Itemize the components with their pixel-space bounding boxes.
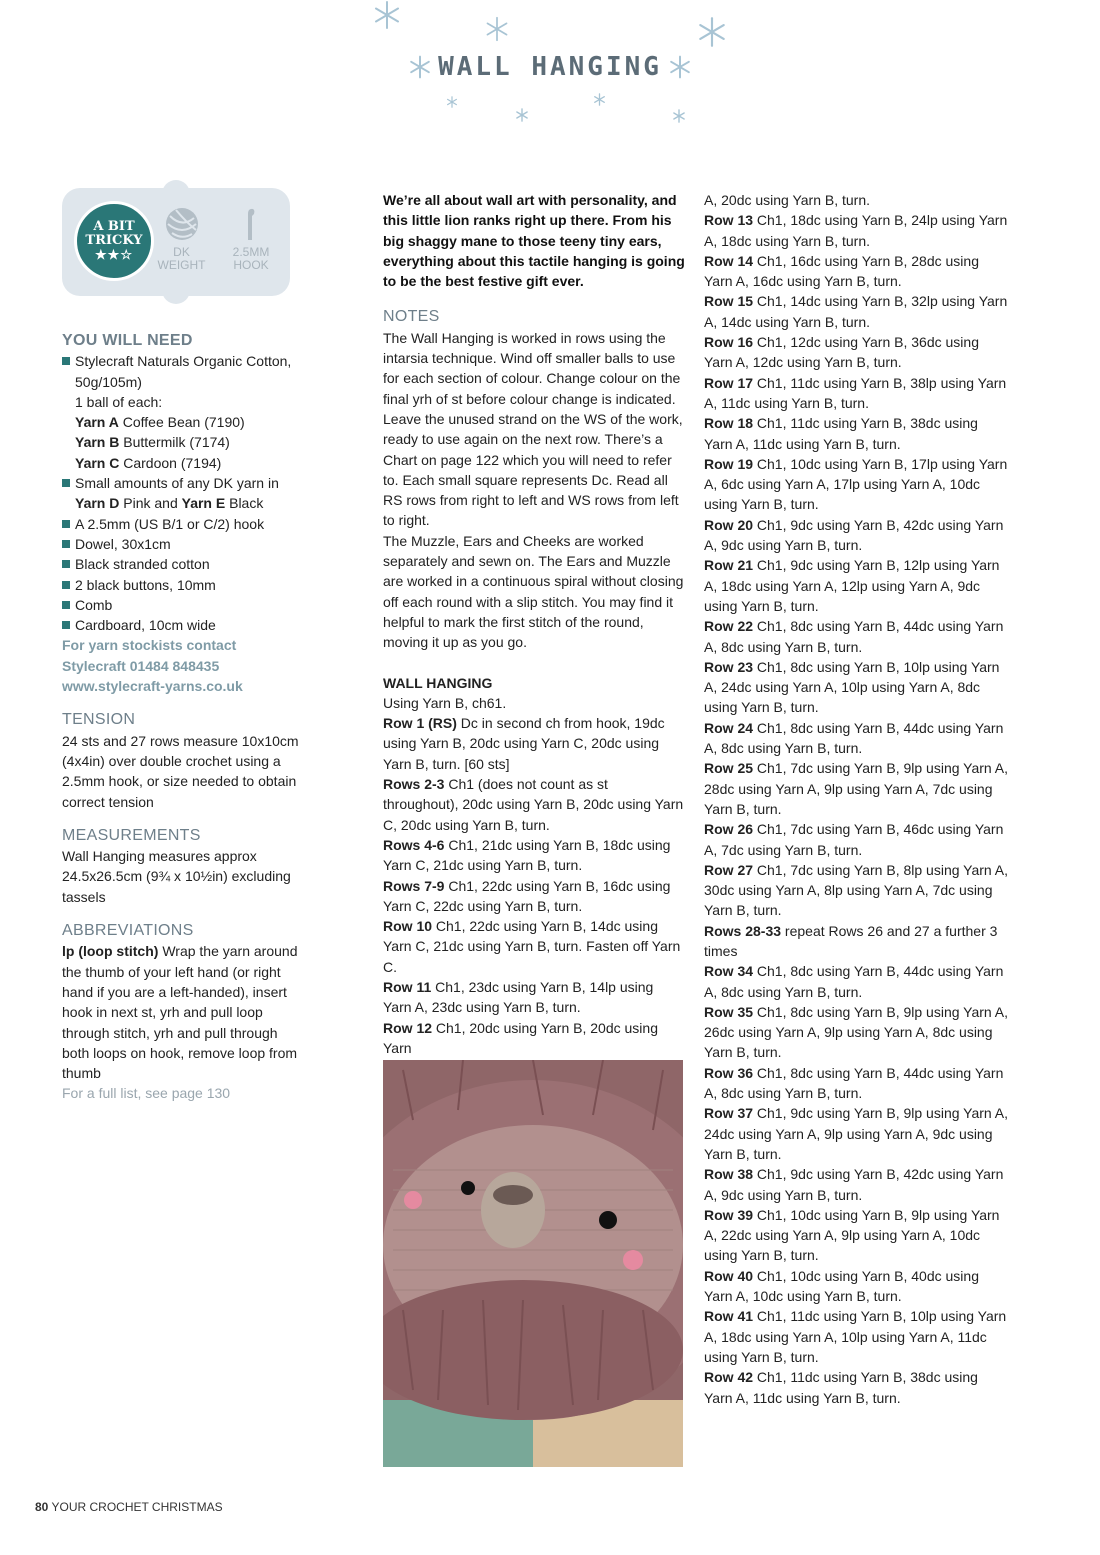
row-label: Row 25 — [704, 760, 754, 777]
page-number: 80 — [35, 1500, 49, 1514]
row-label: Row 16 — [704, 334, 754, 351]
row-label: Row 37 — [704, 1105, 754, 1122]
row-instruction — [704, 1164, 1009, 1205]
row-text: Ch1, 7dc using Yarn B, 8lp using Yarn A, 30dc using Yarn A, 8lp using Yarn A, 7dc using Yarn B, turn. — [704, 861, 1009, 919]
row-continuation: A, 20dc using Yarn B, turn. — [704, 192, 871, 208]
row-instruction — [704, 1002, 1009, 1063]
difficulty-line2: TRICKY — [85, 233, 143, 248]
row-instruction — [704, 210, 1009, 251]
materials-text: Cardboard, 10cm wide — [75, 617, 216, 634]
row-label: Row 27 — [704, 861, 754, 878]
row-text: Ch1, 22dc using Yarn B, 16dc using Yarn C, 22dc using Yarn B, turn. — [383, 877, 671, 914]
row-text: Ch1, 8dc using Yarn B, 44dc using Yarn A, 8dc using Yarn B, turn. — [704, 719, 1004, 757]
row-instruction — [704, 961, 1009, 1002]
row-label: Row 40 — [704, 1267, 754, 1284]
row-text: Ch1, 11dc using Yarn B, 38dc using Yarn A, 11dc using Yarn B, turn. — [704, 1369, 978, 1406]
row-text: Ch1, 12dc using Yarn B, 36dc using Yarn A, 12dc using Yarn B, turn. — [704, 334, 979, 371]
snowflake-icon — [446, 96, 458, 108]
row-label: Row 1 (RS) — [383, 715, 457, 732]
yarn-a-label: Yarn A — [75, 414, 119, 431]
row-instruction — [704, 251, 1009, 292]
title-bar — [0, 52, 1100, 82]
row-instruction — [704, 373, 1009, 414]
row-text: Ch1, 7dc using Yarn B, 9lp using Yarn A, 28dc using Yarn A, 9lp using Yarn A, 7dc using Yarn B, turn. — [704, 760, 1009, 817]
materials-item — [62, 575, 307, 595]
row-label: Row 20 — [704, 516, 754, 533]
yarn-weight-info — [154, 206, 209, 272]
row-text: Ch1, 9dc using Yarn B, 42dc using Yarn A, 9dc using Yarn B, turn. — [704, 516, 1004, 554]
you-will-need-heading: YOU WILL NEED — [62, 332, 193, 349]
row-text: Ch1, 8dc using Yarn B, 9lp using Yarn A, 26dc using Yarn A, 9lp using Yarn A, 8dc using Yarn B, turn. — [704, 1003, 1009, 1061]
row-instruction — [383, 876, 685, 917]
row-instruction — [383, 713, 685, 774]
row-label: Row 10 — [383, 918, 433, 935]
row-instruction — [383, 835, 685, 876]
row-label: Row 41 — [704, 1308, 754, 1325]
row-label: Row 24 — [704, 719, 754, 736]
row-text: repeat Rows 26 and 27 a further 3 times — [704, 922, 998, 959]
row-text: Ch1, 11dc using Yarn B, 10lp using Yarn A, 18dc using Yarn A, 10lp using Yarn A, 11dc using Yarn B, turn. — [704, 1308, 1007, 1365]
yarn-d-label: Yarn D — [75, 495, 120, 512]
difficulty-badge — [74, 201, 154, 281]
row-instruction — [704, 718, 1009, 759]
row-label: Rows 28-33 — [704, 922, 782, 939]
row-instruction — [704, 1266, 1009, 1307]
row-instruction — [383, 774, 685, 835]
row-instruction — [704, 758, 1009, 819]
materials-text: Black stranded cotton — [75, 556, 210, 573]
page-title: WALL HANGING — [438, 52, 662, 82]
yarn-e-label: Yarn E — [181, 495, 226, 512]
publication-name: YOUR CROCHET CHRISTMAS — [48, 1500, 223, 1514]
row-instruction — [704, 515, 1009, 556]
yarn-d-text: Pink and — [119, 495, 182, 512]
row-instruction — [704, 291, 1009, 332]
row-instruction — [704, 1306, 1009, 1367]
row-label: Rows 7-9 — [383, 877, 445, 894]
snowflake-icon — [668, 55, 692, 79]
column-materials — [62, 331, 307, 1104]
abbreviation-term: lp (loop stitch) — [62, 943, 159, 960]
pattern-info-card — [62, 188, 290, 296]
materials-item — [62, 351, 307, 392]
snowflake-icon — [372, 0, 402, 30]
row-instruction — [704, 413, 1009, 454]
weight-line1: DK — [173, 245, 190, 259]
wall-hanging-heading: WALL HANGING — [383, 674, 493, 691]
measurements-heading: MEASUREMENTS — [62, 826, 201, 844]
stockist-line: For yarn stockists contact — [62, 637, 237, 654]
hook-line1: 2.5MM — [232, 245, 270, 259]
row-instruction — [704, 454, 1009, 515]
hook-size-info — [222, 206, 280, 272]
full-list-link: For a full list, see page 130 — [62, 1085, 231, 1102]
row-text: Ch1, 10dc using Yarn B, 9lp using Yarn A, 22dc using Yarn A, 9lp using Yarn A, 10dc using Yarn B, turn. — [704, 1206, 1000, 1264]
yarn-c — [62, 453, 307, 473]
row-text: Ch1, 10dc using Yarn B, 40dc using Yarn A, 10dc using Yarn B, turn. — [704, 1267, 979, 1305]
column-instructions — [383, 190, 685, 1058]
row-instruction — [704, 657, 1009, 718]
row-label: Row 15 — [704, 293, 754, 310]
row-text: Ch1 (does not count as st throughout), 20dc using Yarn B, 20dc using Yarn C, 20dc using Yarn B, turn. — [383, 776, 684, 833]
notes-heading: NOTES — [383, 308, 440, 326]
row-text: Ch1, 8dc using Yarn B, 44dc using Yarn A, 8dc using Yarn B, turn. — [704, 618, 1004, 655]
row-label: Row 39 — [704, 1206, 754, 1223]
difficulty-stars: ★★☆ — [95, 248, 133, 263]
row-text: Ch1, 8dc using Yarn B, 44dc using Yarn A, 8dc using Yarn B, turn. — [704, 1064, 1004, 1102]
row-text: Ch1, 11dc using Yarn B, 38lp using Yarn A, 11dc using Yarn B, turn. — [704, 374, 1007, 411]
intro-text: We’re all about wall art with personality, and this little lion ranks right up there. From his big shaggy mane to those teeny tiny ears, everything about this tactile hanging is going to be the best festive gift ever. — [383, 192, 685, 290]
yarn-b-text: Buttermilk (7174) — [119, 434, 230, 451]
row-label: Row 18 — [704, 415, 754, 432]
tension-text: 24 sts and 27 rows measure 10x10cm (4x4in) over double crochet using a 2.5mm hook, or size needed to obtain correct tension — [62, 732, 299, 810]
snowflake-icon — [672, 109, 686, 123]
row-text: Ch1, 7dc using Yarn B, 46dc using Yarn A, 7dc using Yarn B, turn. — [704, 821, 1004, 858]
row-text: Ch1, 20dc using Yarn B, 20dc using Yarn — [383, 1019, 658, 1056]
yarn-e-text: Black — [225, 495, 264, 512]
stockist-website[interactable]: www.stylecraft-yarns.co.uk — [62, 678, 243, 695]
yarn-c-label: Yarn C — [75, 454, 120, 471]
row-label: Row 22 — [704, 618, 754, 635]
row-instruction — [383, 977, 685, 1018]
snowflake-icon — [696, 16, 728, 48]
materials-item — [62, 595, 307, 615]
stockist-phone: Stylecraft 01484 848435 — [62, 657, 220, 674]
row-instruction — [704, 860, 1009, 921]
materials-sub: 1 ball of each: — [75, 393, 163, 410]
notes-paragraph: The Wall Hanging is worked in rows using the intarsia technique. Wind off smaller balls to use for each section of colour. Change colour on the final yrh of st before colour change is indicated. Leave the unused strand on the WS of the work, ready to use again on the next row. There’s a Chart on page 122 which you will need to refer to. Each small square represents Dc. Read all RS rows from right to left and WS rows from left to right. — [383, 329, 683, 529]
row-label: Row 34 — [704, 963, 754, 980]
row-text: Ch1, 8dc using Yarn B, 10lp using Yarn A, 24dc using Yarn A, 10lp using Yarn A, 8dc using Yarn B, turn. — [704, 658, 1000, 716]
page-footer — [35, 1500, 223, 1514]
lion-wall-hanging-photo — [383, 1060, 683, 1467]
crochet-hook-icon — [233, 206, 269, 242]
row-instruction — [704, 921, 1009, 962]
row-instruction — [704, 1205, 1009, 1266]
materials-item — [62, 473, 307, 493]
start-instruction: Using Yarn B, ch61. — [383, 694, 507, 711]
row-text: Ch1, 14dc using Yarn B, 32lp using Yarn A, 14dc using Yarn B, turn. — [704, 293, 1008, 330]
abbreviation-entry — [62, 941, 307, 1083]
snowflake-icon — [593, 93, 606, 106]
row-text: Ch1, 11dc using Yarn B, 38dc using Yarn A, 11dc using Yarn B, turn. — [704, 415, 978, 452]
row-label: Rows 4-6 — [383, 836, 445, 853]
row-text: Ch1, 16dc using Yarn B, 28dc using Yarn A, 16dc using Yarn B, turn. — [704, 252, 979, 290]
yarn-b-label: Yarn B — [75, 434, 120, 451]
tension-heading: TENSION — [62, 711, 136, 729]
materials-text: Small amounts of any DK yarn in — [75, 475, 279, 492]
row-instruction — [383, 1018, 685, 1059]
row-text: Ch1, 10dc using Yarn B, 17lp using Yarn A, 6dc using Yarn A, 17lp using Yarn A, 10dc using Yarn B, turn. — [704, 455, 1008, 513]
row-label: Row 35 — [704, 1003, 754, 1020]
hook-line2: HOOK — [233, 258, 269, 272]
materials-item — [62, 534, 307, 554]
row-instruction — [704, 1063, 1009, 1104]
yarn-c-text: Cardoon (7194) — [119, 454, 222, 471]
row-label: Row 38 — [704, 1166, 754, 1183]
materials-item — [62, 554, 307, 574]
row-label: Row 23 — [704, 658, 754, 675]
materials-text: 2 black buttons, 10mm — [75, 576, 216, 593]
row-label: Row 14 — [704, 252, 754, 269]
difficulty-line1: A BIT — [93, 219, 135, 234]
row-label: Row 19 — [704, 455, 754, 472]
yarn-ball-icon — [164, 206, 200, 242]
snowflake-icon — [408, 55, 432, 79]
yarn-d-e — [62, 493, 307, 513]
column-instructions-continued — [704, 190, 1009, 1408]
row-text: Dc in second ch from hook, 19dc using Yarn B, 20dc using Yarn C, 20dc using Yarn B, turn. [60 sts] — [383, 715, 665, 772]
abbreviations-heading: ABBREVIATIONS — [62, 922, 194, 940]
notes-paragraph: The Muzzle, Ears and Cheeks are worked separately and sewn on. The Ears and Muzzle are worked in a continuous spiral without closing off each round with a slip stitch. You may find it helpful to mark the first stitch of the round, moving it up as you go. — [383, 532, 684, 651]
snowflake-icon — [515, 108, 529, 122]
row-text: Ch1, 9dc using Yarn B, 12lp using Yarn A, 18dc using Yarn A, 12lp using Yarn A, 9dc using Yarn B, turn. — [704, 557, 1000, 614]
row-label: Row 36 — [704, 1064, 754, 1081]
row-instruction — [704, 616, 1009, 657]
row-text: Ch1, 9dc using Yarn B, 9lp using Yarn A, 24dc using Yarn A, 9lp using Yarn A, 9dc using Yarn B, turn. — [704, 1105, 1009, 1162]
row-text: Ch1, 8dc using Yarn B, 44dc using Yarn A, 8dc using Yarn B, turn. — [704, 963, 1004, 1000]
row-instruction — [383, 916, 685, 977]
row-label: Row 21 — [704, 557, 754, 574]
row-instruction — [704, 1367, 1009, 1408]
row-label: Row 42 — [704, 1369, 754, 1386]
materials-text: Comb — [75, 596, 113, 613]
row-text: Ch1, 21dc using Yarn B, 18dc using Yarn C, 21dc using Yarn B, turn. — [383, 836, 671, 874]
row-label: Rows 2-3 — [383, 776, 445, 793]
abbreviation-text: Wrap the yarn around the thumb of your left hand (or right hand if you are a left-handed), insert hook in next st, yrh and pull loop through stitch, yrh and pull through both loops on hook, remove loop from thumb — [62, 943, 298, 1082]
row-label: Row 11 — [383, 978, 432, 995]
snowflake-icon — [484, 16, 510, 42]
yarn-a-text: Coffee Bean (7190) — [118, 414, 245, 431]
materials-text: Dowel, 30x1cm — [75, 535, 171, 552]
row-instruction — [704, 819, 1009, 860]
measurements-text: Wall Hanging measures approx 24.5x26.5cm (9¾ x 10½in) excluding tassels — [62, 848, 291, 905]
materials-item — [62, 514, 307, 534]
row-text: Ch1, 9dc using Yarn B, 42dc using Yarn A, 9dc using Yarn B, turn. — [704, 1166, 1004, 1203]
materials-text: Stylecraft Naturals Organic Cotton, 50g/105m) — [75, 353, 292, 390]
row-instruction — [704, 332, 1009, 373]
yarn-a — [62, 412, 307, 432]
row-text: Ch1, 23dc using Yarn B, 14lp using Yarn A, 23dc using Yarn B, turn. — [383, 978, 654, 1016]
weight-line2: WEIGHT — [157, 258, 206, 272]
row-text: Ch1, 18dc using Yarn B, 24lp using Yarn A, 18dc using Yarn B, turn. — [704, 212, 1008, 249]
materials-text: A 2.5mm (US B/1 or C/2) hook — [75, 515, 265, 532]
row-label: Row 12 — [383, 1019, 433, 1036]
row-instruction — [704, 1103, 1009, 1164]
row-label: Row 13 — [704, 212, 754, 229]
materials-item — [62, 615, 307, 635]
row-text: Ch1, 22dc using Yarn B, 14dc using Yarn C, 21dc using Yarn B, turn. Fasten off Yarn C. — [383, 918, 681, 975]
row-label: Row 17 — [704, 374, 754, 391]
yarn-b — [62, 432, 307, 452]
row-instruction — [704, 555, 1009, 616]
row-label: Row 26 — [704, 821, 754, 838]
